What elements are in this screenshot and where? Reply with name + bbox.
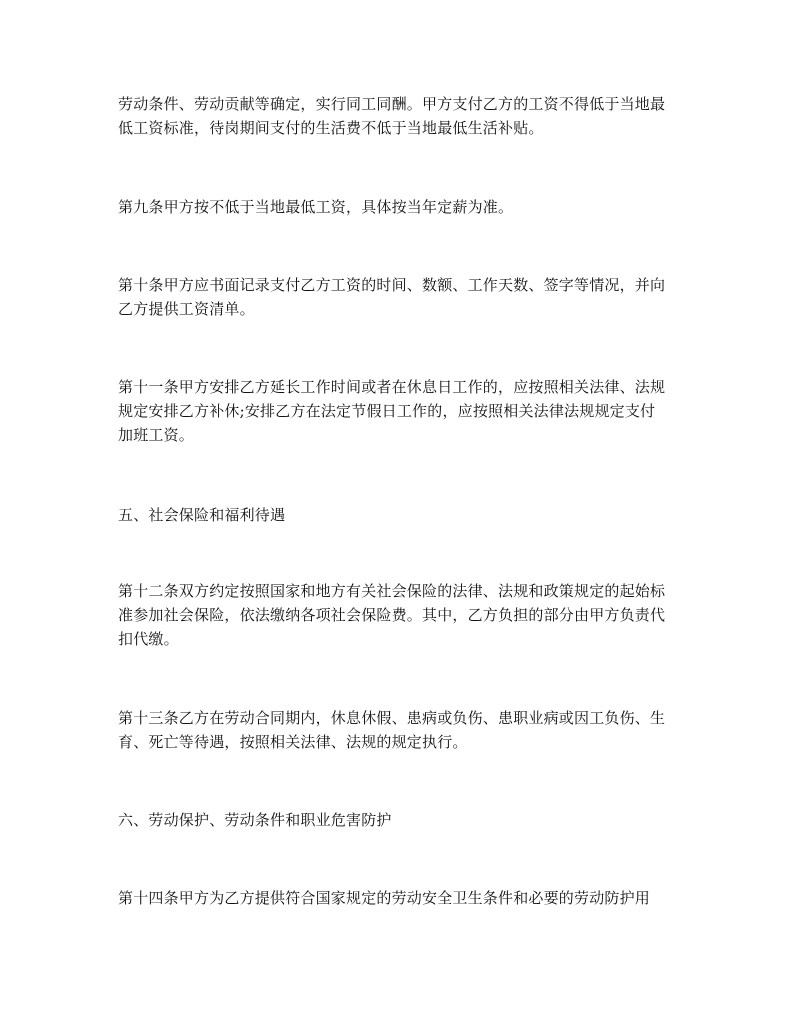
text-line: 育、死亡等待遇，按照相关法律、法规的规定执行。 <box>118 733 468 751</box>
text-line: 加班工资。 <box>118 426 195 444</box>
paragraph-article-13 <box>118 706 688 754</box>
paragraph-article-12 <box>118 579 688 651</box>
section-heading-labor-protection <box>118 808 688 832</box>
section-heading-social-insurance <box>118 503 688 527</box>
text-line: 第九条甲方按不低于当地最低工资，具体按当年定薪为准。 <box>118 198 514 216</box>
text-line: 第十条甲方应书面记录支付乙方工资的时间、数额、工作天数、签字等情况，并向 <box>118 276 666 294</box>
text-line: 扣代缴。 <box>118 630 179 648</box>
heading-text: 五、社会保险和福利待遇 <box>118 506 286 524</box>
heading-text: 六、劳动保护、劳动条件和职业危害防护 <box>118 811 392 829</box>
text-line: 第十一条甲方安排乙方延长工作时间或者在休息日工作的，应按照相关法律、法规 <box>118 378 666 396</box>
text-line: 第十四条甲方为乙方提供符合国家规定的劳动安全卫生条件和必要的劳动防护用 <box>118 889 651 907</box>
paragraph-article-9 <box>118 195 688 219</box>
text-line: 第十二条双方约定按照国家和地方有关社会保险的法律、法规和政策规定的起始标 <box>118 582 666 600</box>
text-line: 劳动条件、劳动贡献等确定，实行同工同酬。甲方支付乙方的工资不得低于当地最 <box>118 95 666 113</box>
paragraph-wage-equal-pay <box>118 92 688 140</box>
paragraph-article-11 <box>118 375 688 447</box>
paragraph-article-10 <box>118 273 688 321</box>
text-line: 低工资标准，待岗期间支付的生活费不低于当地最低生活补贴。 <box>118 119 544 137</box>
text-line: 规定安排乙方补休;安排乙方在法定节假日工作的，应按照相关法律法规规定支付 <box>118 402 656 420</box>
text-line: 第十三条乙方在劳动合同期内，休息休假、患病或负伤、患职业病或因工负伤、生 <box>118 709 666 727</box>
text-line: 准参加社会保险，依法缴纳各项社会保险费。其中，乙方负担的部分由甲方负责代 <box>118 606 666 624</box>
paragraph-article-14 <box>118 886 688 910</box>
text-line: 乙方提供工资清单。 <box>118 300 255 318</box>
